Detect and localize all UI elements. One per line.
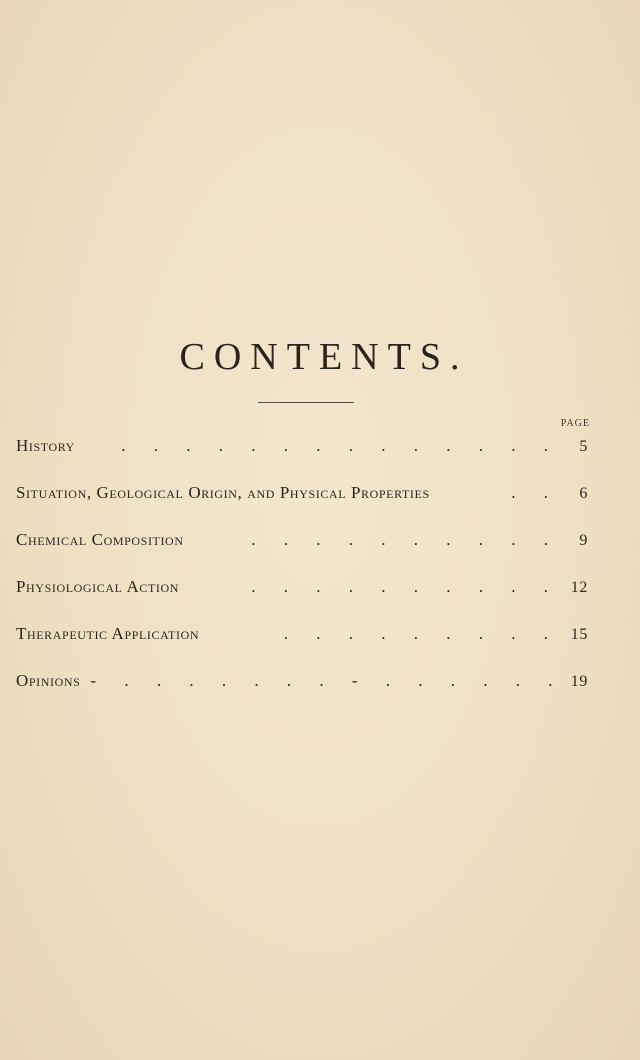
toc-entry-title: History <box>16 436 75 455</box>
toc-entry-physiological-action <box>16 577 588 624</box>
toc-entry-title: Opinions <box>16 671 81 690</box>
toc-entry-opinions <box>16 671 588 718</box>
toc-entry-history <box>16 436 588 483</box>
toc-entry-page: 12 <box>570 579 588 596</box>
toc-entry-title: Physiological Action <box>16 577 180 596</box>
title-rule <box>258 402 354 403</box>
toc-dot-leader: . . <box>511 483 560 502</box>
toc-entry-title: Therapeutic Application <box>16 624 200 643</box>
toc-entry-situation <box>16 483 588 530</box>
toc-entry-page: 15 <box>570 626 588 643</box>
toc-entry-page: 6 <box>579 485 588 502</box>
toc-entry-therapeutic-application <box>16 624 588 671</box>
toc-dot-leader: - . . . . . . . - . . . . . . <box>90 671 565 690</box>
toc-dot-leader: . . . . . . . . . . <box>251 530 560 549</box>
page-title: CONTENTS. <box>179 336 469 378</box>
toc-entry-title: Chemical Composition <box>16 530 184 549</box>
toc-dot-leader: . . . . . . . . . . <box>251 577 560 596</box>
toc-dot-leader: . . . . . . . . . <box>283 624 560 643</box>
page-column-label: PAGE <box>560 418 590 429</box>
toc-entry-title: Situation, Geological Origin, and Physical Properties <box>16 483 430 502</box>
toc-entry-page: 19 <box>570 673 588 690</box>
toc-dot-leader: . . . . . . . . . . . . . . <box>121 436 560 455</box>
toc-entry-page: 5 <box>579 438 588 455</box>
table-of-contents <box>16 436 588 718</box>
toc-entry-page: 9 <box>579 532 588 549</box>
toc-entry-chemical-composition <box>16 530 588 577</box>
